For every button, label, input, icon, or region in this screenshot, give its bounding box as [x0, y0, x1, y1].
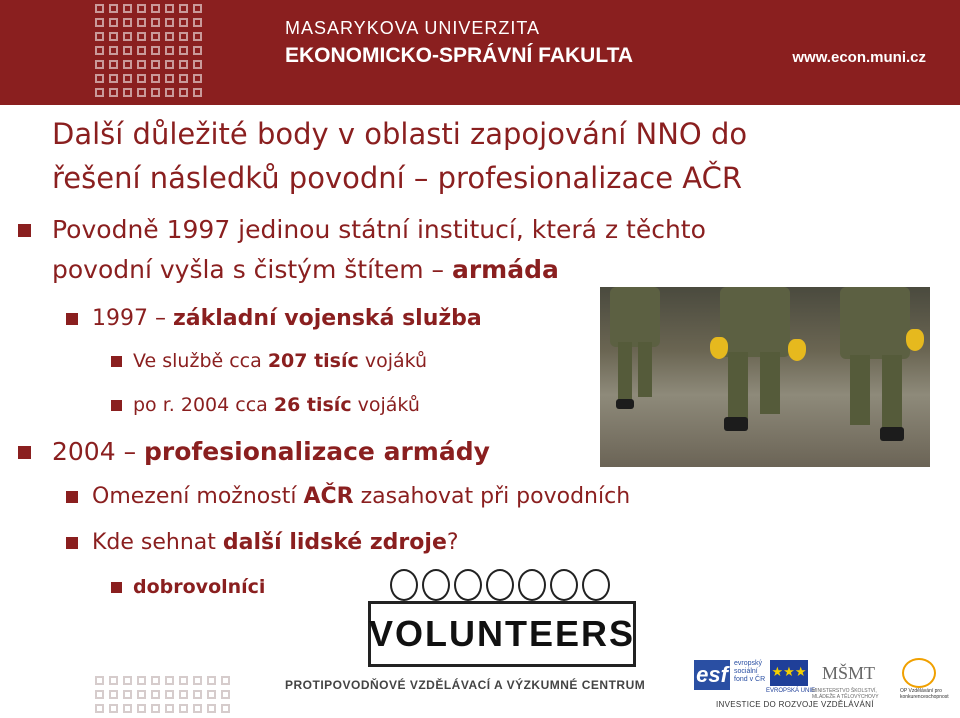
- pattern-dot: [109, 18, 118, 27]
- square-bullet-icon: [66, 537, 78, 549]
- bullet-text-line2: povodní vyšla s čistým štítem –: [52, 255, 452, 284]
- pattern-dot: [165, 60, 174, 69]
- pattern-dot: [95, 690, 104, 699]
- yellow-glove: [906, 329, 924, 351]
- pattern-dot: [193, 4, 202, 13]
- square-bullet-icon: [66, 313, 78, 325]
- pattern-dot: [165, 4, 174, 13]
- pattern-dot: [151, 32, 160, 41]
- soldier-figure: [720, 287, 790, 357]
- pattern-dot: [95, 74, 104, 83]
- pattern-dot: [207, 676, 216, 685]
- volunteer-head: [422, 569, 450, 601]
- pattern-dot: [95, 88, 104, 97]
- bullet-text-post: zasahovat při povodních: [353, 484, 631, 509]
- faculty-name: EKONOMICKO-SPRÁVNÍ FAKULTA: [285, 44, 634, 67]
- soldier-leg: [728, 352, 748, 422]
- soldier-leg: [638, 342, 652, 397]
- pattern-dot: [221, 690, 230, 699]
- yellow-glove: [710, 337, 728, 359]
- volunteer-head: [454, 569, 482, 601]
- pattern-dot: [109, 4, 118, 13]
- pattern-dot: [193, 690, 202, 699]
- bullet-bold: další lidské zdroje: [222, 530, 447, 555]
- pattern-dot: [109, 88, 118, 97]
- volunteer-head: [518, 569, 546, 601]
- pattern-dot: [123, 18, 132, 27]
- pattern-dot: [165, 88, 174, 97]
- pattern-dot: [137, 32, 146, 41]
- pattern-dot: [109, 690, 118, 699]
- pattern-dot: [123, 88, 132, 97]
- pattern-dot: [123, 676, 132, 685]
- soldier-leg: [618, 342, 632, 402]
- footer-center-text: PROTIPOVODŇOVÉ VZDĚLÁVACÍ A VÝZKUMNÉ CENTRUM: [285, 678, 646, 692]
- pattern-dot: [193, 74, 202, 83]
- pattern-dot: [165, 704, 174, 713]
- bullet-text: Kde sehnat: [92, 530, 223, 555]
- pattern-dot: [95, 676, 104, 685]
- pattern-dot: [151, 60, 160, 69]
- soldier-boot: [880, 427, 904, 441]
- bullet-bold: 26 tisíc: [273, 394, 352, 416]
- pattern-dot: [123, 4, 132, 13]
- bullet-basic-service: [92, 302, 482, 336]
- esf-caption: evropský sociální fond v ČR: [734, 660, 766, 683]
- bullet-bold: základní vojenská služba: [172, 306, 482, 331]
- pattern-dot: [137, 60, 146, 69]
- bullet-volunteers: [133, 572, 265, 602]
- pattern-dot: [123, 704, 132, 713]
- pattern-dot: [193, 32, 202, 41]
- pattern-dot: [95, 4, 104, 13]
- bullet-bold: AČR: [303, 484, 354, 509]
- pattern-dot: [137, 18, 146, 27]
- pattern-dot: [179, 18, 188, 27]
- bullet-207k: [133, 346, 427, 376]
- bullet-text-post: ?: [446, 530, 459, 555]
- pattern-dot: [193, 704, 202, 713]
- title-line-1: Další důležité body v oblasti zapojování NNO do: [52, 117, 748, 151]
- eu-flag-icon: ★★★: [770, 660, 808, 686]
- pattern-dot: [95, 32, 104, 41]
- soldiers-photo: [600, 287, 930, 467]
- pattern-dot: [137, 704, 146, 713]
- square-bullet-icon: [18, 446, 31, 459]
- pattern-dot: [179, 88, 188, 97]
- pattern-dot: [193, 676, 202, 685]
- pattern-dot: [109, 60, 118, 69]
- volunteer-head: [582, 569, 610, 601]
- faculty-url[interactable]: www.econ.muni.cz: [792, 49, 926, 66]
- soldier-leg: [882, 355, 902, 430]
- header-dot-pattern: [95, 4, 207, 102]
- bullet-text: 1997 –: [92, 306, 173, 331]
- pattern-dot: [151, 704, 160, 713]
- pattern-dot: [179, 74, 188, 83]
- volunteers-illustration: [360, 565, 640, 677]
- soldier-boot: [724, 417, 748, 431]
- eu-caption: EVROPSKÁ UNIE: [766, 688, 816, 694]
- pattern-dot: [123, 60, 132, 69]
- pattern-dot: [179, 60, 188, 69]
- pattern-dot: [165, 74, 174, 83]
- bullet-bold: profesionalizace armády: [144, 437, 490, 466]
- invest-text: INVESTICE DO ROZVOJE VZDĚLÁVÁNÍ: [716, 700, 874, 709]
- bullet-bold: dobrovolníci: [133, 576, 266, 598]
- pattern-dot: [221, 704, 230, 713]
- pattern-dot: [137, 676, 146, 685]
- esf-logo: esf: [694, 660, 730, 690]
- bullet-text: 2004 –: [52, 437, 145, 466]
- pattern-dot: [95, 46, 104, 55]
- bullet-text-post: vojáků: [358, 350, 428, 372]
- op-caption: OP Vzdělávání pro konkurenceschopnost: [900, 688, 949, 700]
- pattern-dot: [179, 4, 188, 13]
- pattern-dot: [137, 4, 146, 13]
- bullet-text: Omezení možností: [92, 484, 304, 509]
- square-bullet-icon: [111, 356, 122, 367]
- msmt-caption: MINISTERSTVO ŠKOLSTVÍ, MLÁDEŽE A TĚLOVÝCHOVY: [812, 688, 879, 700]
- pattern-dot: [179, 690, 188, 699]
- pattern-dot: [165, 46, 174, 55]
- pattern-dot: [165, 690, 174, 699]
- pattern-dot: [137, 88, 146, 97]
- bullet-text: po r. 2004 cca: [133, 394, 274, 416]
- pattern-dot: [151, 690, 160, 699]
- title-line-2: řešení následků povodní – profesionalizace AČR: [52, 161, 743, 195]
- pattern-dot: [95, 704, 104, 713]
- pattern-dot: [109, 74, 118, 83]
- soldier-figure: [610, 287, 660, 347]
- volunteer-head: [486, 569, 514, 601]
- soldier-leg: [760, 352, 780, 414]
- pattern-dot: [179, 46, 188, 55]
- pattern-dot: [95, 18, 104, 27]
- soldier-boot: [616, 399, 634, 409]
- soldier-figure: [840, 287, 910, 359]
- msmt-logo: MŠMT: [822, 663, 876, 683]
- university-name: MASARYKOVA UNIVERZITA: [285, 18, 541, 38]
- pattern-dot: [137, 74, 146, 83]
- pattern-dot: [193, 46, 202, 55]
- volunteers-sign: [368, 601, 636, 667]
- pattern-dot: [137, 690, 146, 699]
- pattern-dot: [221, 676, 230, 685]
- pattern-dot: [123, 46, 132, 55]
- pattern-dot: [165, 18, 174, 27]
- pattern-dot: [193, 18, 202, 27]
- bullet-text-line1: Povodně 1997 jedinou státní institucí, která z těchto: [52, 215, 706, 244]
- pattern-dot: [151, 88, 160, 97]
- volunteers-sign-text: VOLUNTEERS: [368, 613, 636, 654]
- pattern-dot: [151, 74, 160, 83]
- square-bullet-icon: [18, 224, 31, 237]
- bullet-text-post: vojáků: [351, 394, 420, 416]
- bullet-bold-army: armáda: [451, 255, 559, 284]
- pattern-dot: [193, 88, 202, 97]
- square-bullet-icon: [111, 400, 122, 411]
- pattern-dot: [95, 60, 104, 69]
- op-vk-logo-icon: [902, 658, 936, 688]
- header-band: [0, 0, 960, 105]
- bullet-2004: [52, 432, 490, 472]
- pattern-dot: [151, 18, 160, 27]
- pattern-dot: [109, 32, 118, 41]
- pattern-dot: [123, 74, 132, 83]
- pattern-dot: [109, 46, 118, 55]
- bullet-limits-acr: [92, 480, 630, 514]
- pattern-dot: [151, 4, 160, 13]
- footer-dot-pattern: [95, 676, 235, 718]
- pattern-dot: [179, 676, 188, 685]
- pattern-dot: [109, 676, 118, 685]
- bullet-human-resources: [92, 526, 459, 560]
- slide-title: [52, 112, 892, 200]
- soldier-leg: [850, 355, 870, 425]
- volunteer-head: [390, 569, 418, 601]
- square-bullet-icon: [111, 582, 122, 593]
- pattern-dot: [179, 704, 188, 713]
- pattern-dot: [193, 60, 202, 69]
- pattern-dot: [151, 676, 160, 685]
- pattern-dot: [151, 46, 160, 55]
- pattern-dot: [165, 32, 174, 41]
- pattern-dot: [109, 704, 118, 713]
- pattern-dot: [165, 676, 174, 685]
- bullet-26k: [133, 390, 420, 420]
- bullet-floods-1997: [52, 210, 706, 250]
- pattern-dot: [123, 32, 132, 41]
- yellow-glove: [788, 339, 806, 361]
- volunteer-head: [550, 569, 578, 601]
- bullet-bold: 207 tisíc: [267, 350, 359, 372]
- funding-logos: [694, 656, 950, 712]
- pattern-dot: [137, 46, 146, 55]
- pattern-dot: [207, 690, 216, 699]
- bullet-text: Ve službě cca: [133, 350, 268, 372]
- pattern-dot: [123, 690, 132, 699]
- pattern-dot: [179, 32, 188, 41]
- bullet-floods-1997-cont: [52, 250, 559, 290]
- pattern-dot: [207, 704, 216, 713]
- square-bullet-icon: [66, 491, 78, 503]
